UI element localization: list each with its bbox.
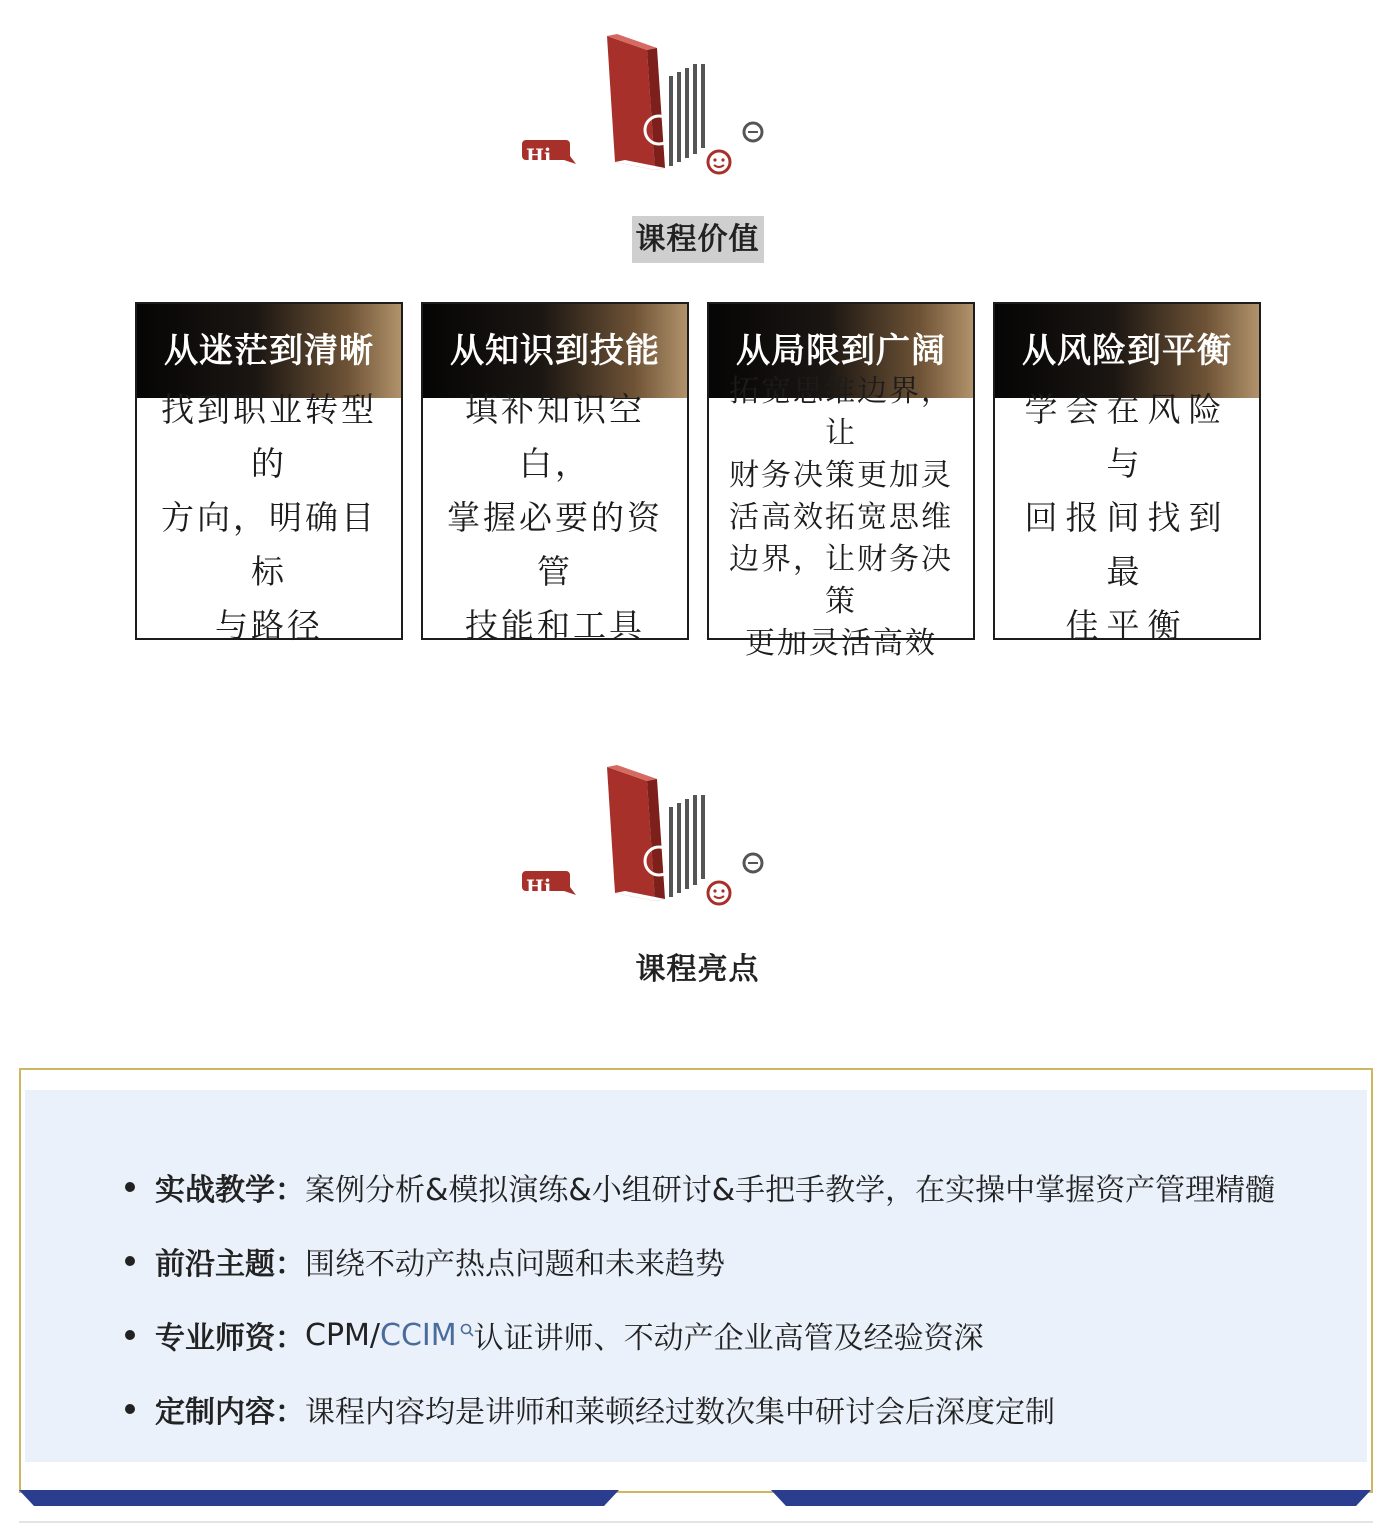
highlights-panel [19, 1068, 1373, 1493]
card-line: 活高效拓宽思维 [729, 500, 953, 535]
svg-text:Hi: Hi [526, 145, 552, 167]
card-line: 方向，明确目标 [161, 498, 377, 591]
divider [19, 1521, 1373, 1523]
highlights-inner [25, 1090, 1367, 1462]
card-title: 从知识到技能 [423, 304, 687, 398]
highlight-label: 定制内容： [155, 1395, 305, 1430]
card-line: 财务决策更加灵 [729, 458, 953, 493]
section-title-value: 课程价值 [0, 214, 1395, 258]
card-line: 掌握必要的资管 [447, 498, 663, 591]
highlight-text: 案例分析&模拟演练&小组研讨&手把手教学，在实操中掌握资产管理精髓 [305, 1173, 1276, 1208]
bullet-icon [125, 1182, 135, 1192]
section-title-highlights: 课程亮点 [635, 952, 760, 987]
highlight-prefix: CPM/ [305, 1317, 381, 1353]
card-line: 填补知识空白， [465, 390, 645, 483]
card-line: 与路径 [215, 606, 323, 645]
logo [515, 30, 775, 180]
list-item [125, 1150, 1275, 1224]
decorative-bar [19, 1490, 619, 1506]
card-body [137, 390, 401, 645]
value-card [135, 302, 403, 645]
bullet-icon [125, 1404, 135, 1414]
value-card [707, 302, 975, 661]
card-line: 更加灵活高效 [745, 626, 937, 661]
card-line: 拓宽思维边界，让 [729, 374, 953, 451]
card-line: 佳平衡 [1065, 606, 1189, 645]
highlight-label: 前沿主题： [155, 1247, 305, 1282]
card-line: 学会在风险与 [1024, 390, 1230, 483]
bullet-icon [125, 1330, 135, 1340]
highlight-text: 围绕不动产热点问题和未来趋势 [305, 1247, 725, 1282]
value-card [421, 302, 689, 645]
highlight-text: 认证讲师、不动产企业高管及经验资深 [473, 1321, 984, 1356]
card-title: 从风险到平衡 [995, 304, 1259, 398]
card-body [995, 390, 1259, 645]
card-title: 从局限到广阔 [709, 304, 973, 398]
decorative-bar [771, 1490, 1371, 1506]
card-body [423, 390, 687, 645]
ccim-link[interactable]: CCIM [380, 1317, 457, 1353]
logo [515, 761, 775, 911]
card-line: 技能和工具 [465, 606, 645, 645]
card-title: 从迷茫到清晰 [137, 304, 401, 398]
search-icon[interactable] [460, 1323, 474, 1347]
list-item [125, 1372, 1275, 1446]
card-line: 回报间找到最 [1024, 498, 1230, 591]
list-item [125, 1298, 1275, 1372]
bullet-icon [125, 1256, 135, 1266]
svg-text:Hi: Hi [526, 876, 552, 898]
list-item [125, 1224, 1275, 1298]
highlight-text: 课程内容均是讲师和莱顿经过数次集中研讨会后深度定制 [305, 1395, 1055, 1430]
card-body [709, 374, 973, 661]
value-card [993, 302, 1261, 645]
card-line: 边界，让财务决策 [729, 542, 953, 619]
hi-speech-bubble-book-icon [515, 761, 775, 911]
card-line: 找到职业转型的 [161, 390, 377, 483]
highlights-list [125, 1150, 1275, 1446]
hi-speech-bubble-book-icon [515, 30, 775, 180]
highlight-label: 实战教学： [155, 1173, 305, 1208]
highlight-label: 专业师资： [155, 1321, 305, 1356]
